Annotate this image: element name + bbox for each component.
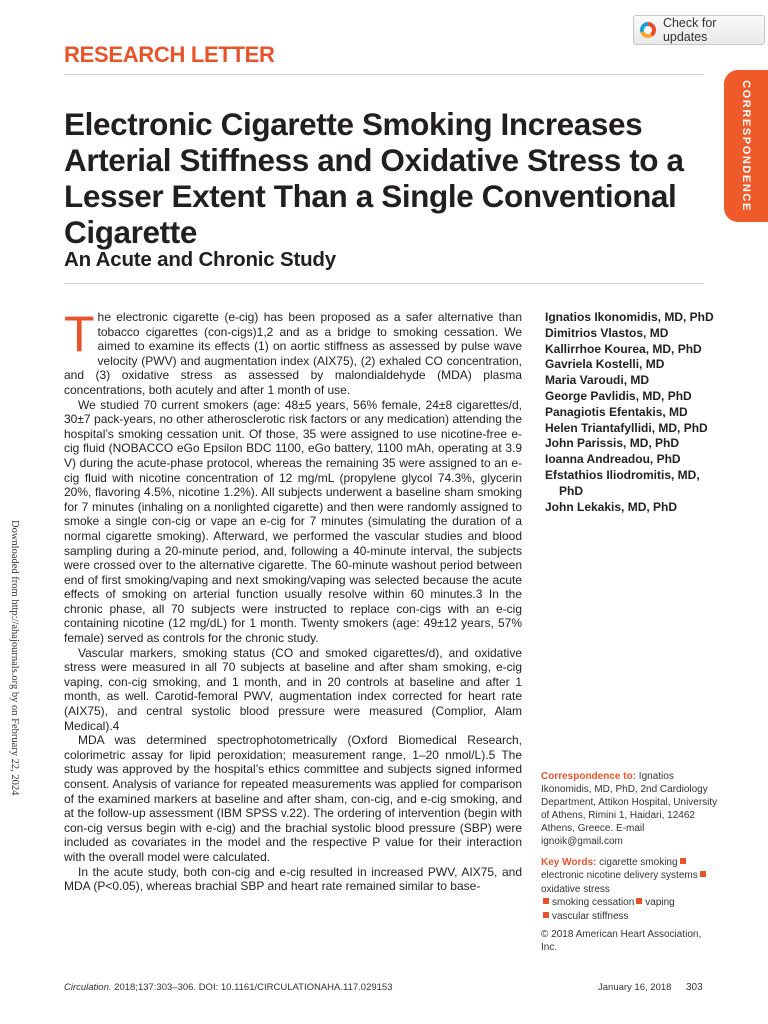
crossmark-icon [640,22,656,38]
article-subtitle: An Acute and Chronic Study [64,248,336,271]
key-words-block [541,856,721,923]
body-paragraph-3: Vascular markers, smoking status (CO and smoked cigarettes/d), and oxidative stress were measured in all 70 subjects at baseline and after sham smoking, e-cig vaping, con-cig smoking, and 1 month, and in 20 controls at baseline and after 1 month, as well. Carotid-femoral PWV, augmentation index corrected for heart rate (AIX75), and central systolic blood pressure were measured (Complior, Alam Medical).4 [64,645,522,733]
correspondence-side-tab [724,70,768,222]
author-name: George Pavlidis, MD, PhD [545,388,692,403]
check-for-updates-label: Check for updates [662,16,717,44]
author-name: Dimitrios Vlastos, MD [545,325,669,340]
key-word: vascular stiffness [552,910,629,922]
author-name: John Parissis, MD, PhD [545,436,680,451]
footer-date: January 16, 2018 [598,982,672,993]
footer-citation [64,982,393,993]
author-name: Efstathios Iliodromitis, MD, PhD [545,467,700,498]
correspondence-block [541,770,719,848]
side-tab-label: CORRESPONDENCE [740,80,752,212]
bullet-square-icon [543,912,549,918]
bullet-square-icon [636,898,642,904]
article-title: Electronic Cigarette Smoking Increases Arterial Stiffness and Oxidative Stress to a Lesser Extent Than a Single Conventional Cigarette [64,106,684,250]
author-name: Maria Varoudi, MD [545,373,650,388]
key-word: vaping [645,897,675,909]
author-list [545,310,720,515]
journal-name: Circulation. [64,982,112,993]
author-name: Ioanna Andreadou, PhD [545,452,681,467]
correspondence-text: Ignatios Ikonomidis, MD, PhD, 2nd Cardiology Department, Attikon Hospital, University of Athens, Rimini 1, Haidari, 12462 Athens, Greece. E-mail ignoik@gmail.com [541,771,718,847]
correspondence-label: Correspondence to: [541,771,637,782]
copyright: © 2018 American Heart Association, Inc. [541,929,702,953]
author-name: Panagiotis Efentakis, MD [545,404,688,419]
page-number: 303 [686,982,703,993]
author-name: Gavriela Kostelli, MD [545,357,665,372]
bullet-square-icon [700,871,706,877]
citation-text: 2018;137:303–306. DOI: 10.1161/CIRCULATIONAHA.117.029153 [111,982,393,993]
section-label: RESEARCH LETTER [64,42,275,67]
author-name: Kallirrhoe Kourea, MD, PhD [545,341,702,356]
author-name: John Lekakis, MD, PhD [545,499,678,514]
body-paragraph-4: MDA was determined spectrophotometrically (Oxford Biomedical Research, colorimetric assay for lipid peroxidation; measurement range, 1–20 nmol/L).5 The study was approved by the hospital’s ethics committee and subjects signed informed consent. Analysis of variance for repeated measurements was applied for comparison of the examined markers at baseline and after sham, con-cig, and e-cig smoking, and at the follow-up assessment (IBM SPSS v.22). The ordering of intervention (begin with con-cig versus begin with e-cig) and the brachial systolic blood pressure (SBP) were included as covariates in the model and the respective P value for their interaction with the overall model were calculated. [64,733,522,864]
header-divider [64,74,704,75]
key-word: smoking cessation [552,897,635,909]
paragraph-text: he electronic cigarette (e-cig) has been proposed as a safer alternative than tobacco cigarettes (con-cigs)1,2 and as a bridge to smoking cessation. We aimed to examine its effects (1) on aortic stiffness as assessed by pulse wave velocity (PWV) and augmentation index (AIX75), (2) exhaled CO concentration, and (3) oxidative stress as assessed by malondialdehyde (MDA) plasma concentrations, both acutely and after 1 month of use. [64,310,522,397]
body-paragraph-5: In the acute study, both con-cig and e-cig resulted in increased PWV, AIX75, and MDA (P<0.05), whereas brachial SBP and heart rate remained similar to base- [64,864,522,894]
body-spacer [64,282,522,310]
check-for-updates-button[interactable] [633,15,765,45]
author-name: Ignatios Ikonomidis, MD, PhD [545,310,714,324]
author-name: Helen Triantafyllidi, MD, PhD [545,420,708,435]
drop-cap: T [64,306,95,362]
key-word: cigarette smoking [599,857,678,868]
article-body [64,282,522,894]
body-paragraph-1 [64,306,522,398]
bullet-square-icon [543,898,549,904]
download-note: Downloaded from http://ahajournals.org by on February 22, 2024 [9,520,20,796]
key-word: electronic nicotine delivery systems [541,870,698,882]
key-word: oxidative stress [541,883,610,895]
key-words-label: Key Words: [541,857,597,868]
bullet-square-icon [680,858,686,864]
body-paragraph-2: We studied 70 current smokers (age: 48±5 years, 56% female, 24±8 cigarettes/d, 30±7 pack-years, no other atherosclerotic risk factors or any medication) attending the hospital’s smoking cessation unit. Of those, 35 were assigned to use nicotine-free e-cig fluid (NOBACCO eGo Epsilon BDC 1100, eGo battery, 1100 mAh, operating at 3.9 V) during the acute-phase protocol, whereas the remaining 35 were assigned to an e-cig fluid with nicotine concentration of 12 mg/mL (propylene glycol 74.3%, glycerin 20%, flavoring 4.5%, nicotine 1.2%). All subjects underwent a baseline sham smoking for 7 minutes (inhaling on a nonlighted cigarette) and then were randomly assigned to smoke a single con-cig or vape an e-cig for 7 minutes (simulating the duration of a normal cigarette smoking). Afterward, we performed the vascular studies and blood sampling during a 20-minute period, and, following a 40-minute interval, the subjects were crossed over to the alternative cigarette. The 60-minute washout period between end of first smoking/vaping and next smoking/vaping was selected because the acute effects of smoking on arterial function usually resolve within 60 minutes.3 In the chronic phase, all 70 subjects were instructed to replace con-cigs with an e-cig containing nicotine (12 mg/dL) for 1 month. Twenty smokers (age: 49±12 years, 57% female) served as controls for the chronic study. [64,397,522,646]
